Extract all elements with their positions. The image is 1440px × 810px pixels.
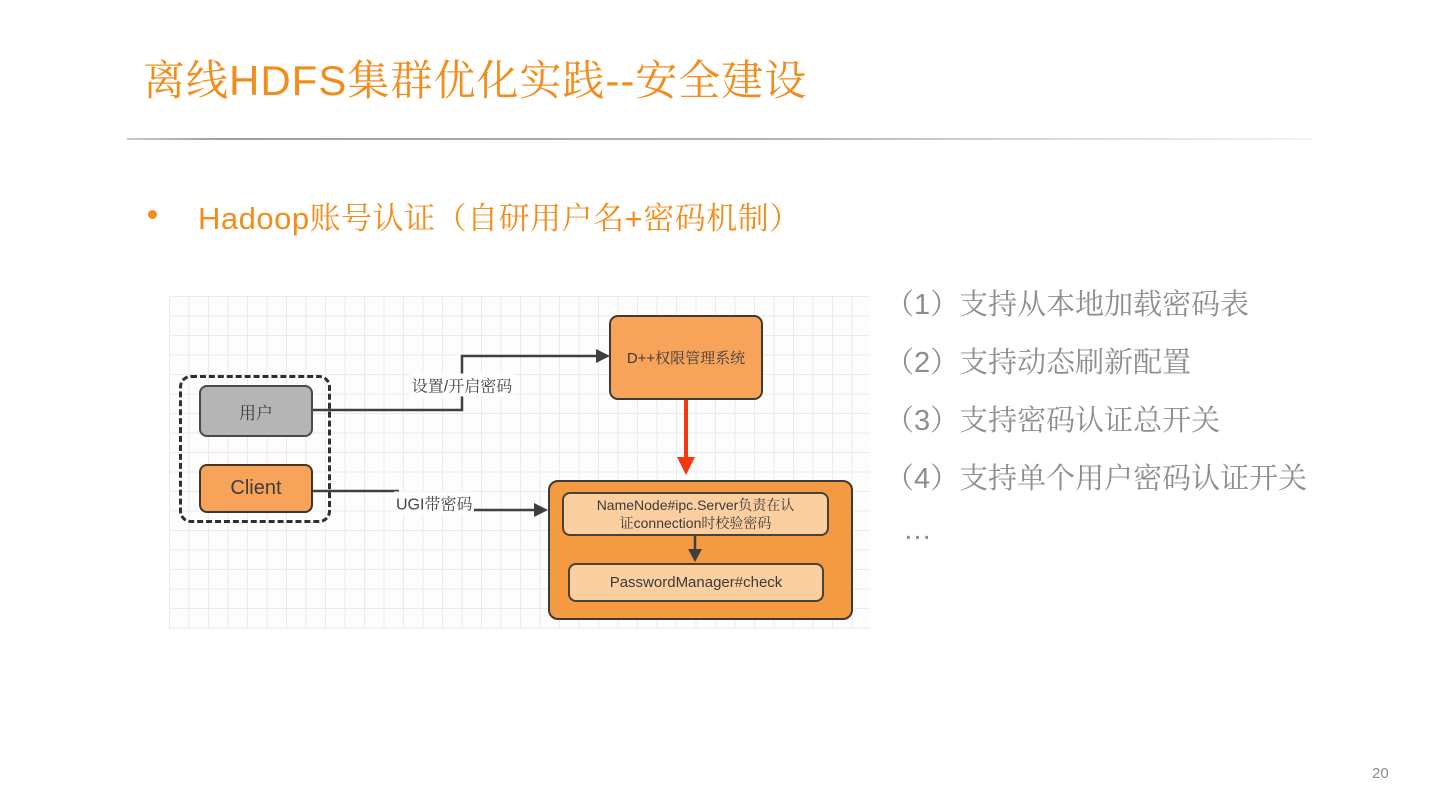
edge-label-set-password: 设置/开启密码 xyxy=(410,374,514,397)
notes-list xyxy=(885,283,1307,545)
node-client xyxy=(199,464,313,513)
title-divider xyxy=(127,138,1312,140)
note-item-1: （1）支持从本地加载密码表 xyxy=(885,289,1250,321)
node-namenode xyxy=(562,492,829,536)
note-item-4: （4）支持单个用户密码认证开关 xyxy=(885,463,1308,495)
note-item-3: （3）支持密码认证总开关 xyxy=(885,405,1221,437)
bullet-icon xyxy=(148,210,157,219)
page-number: 20 xyxy=(1372,765,1389,782)
node-namenode-container xyxy=(548,480,853,620)
node-namenode-label-line1: NameNode#ipc.Server负责在认 xyxy=(596,497,795,513)
node-user xyxy=(199,385,313,437)
node-dpp-label: D++权限管理系统 xyxy=(626,350,746,367)
node-namenode-label-line2: 证connection时校验密码 xyxy=(619,515,772,531)
slide-title: 离线HDFS集群优化实践--安全建设 xyxy=(143,57,808,104)
node-passwordmanager xyxy=(568,563,824,602)
note-item-2: （2）支持动态刷新配置 xyxy=(885,347,1192,379)
node-user-label: 用户 xyxy=(239,403,273,423)
node-passwordmanager-label: PasswordManager#check xyxy=(609,574,783,591)
note-ellipsis: … xyxy=(903,514,936,546)
arrowhead-user-to-dpp xyxy=(596,349,610,363)
node-client-label: Client xyxy=(230,477,282,499)
arrowhead-dpp-to-namenode xyxy=(677,457,695,475)
bullet-item xyxy=(148,193,801,238)
node-dpp-permission-system xyxy=(609,315,763,400)
arrowhead-client-to-namenode xyxy=(534,503,548,517)
bullet-text: Hadoop账号认证（自研用户名+密码机制） xyxy=(198,201,801,236)
diagram-panel xyxy=(169,296,870,629)
edge-label-ugi-password: UGI带密码 xyxy=(394,492,474,515)
